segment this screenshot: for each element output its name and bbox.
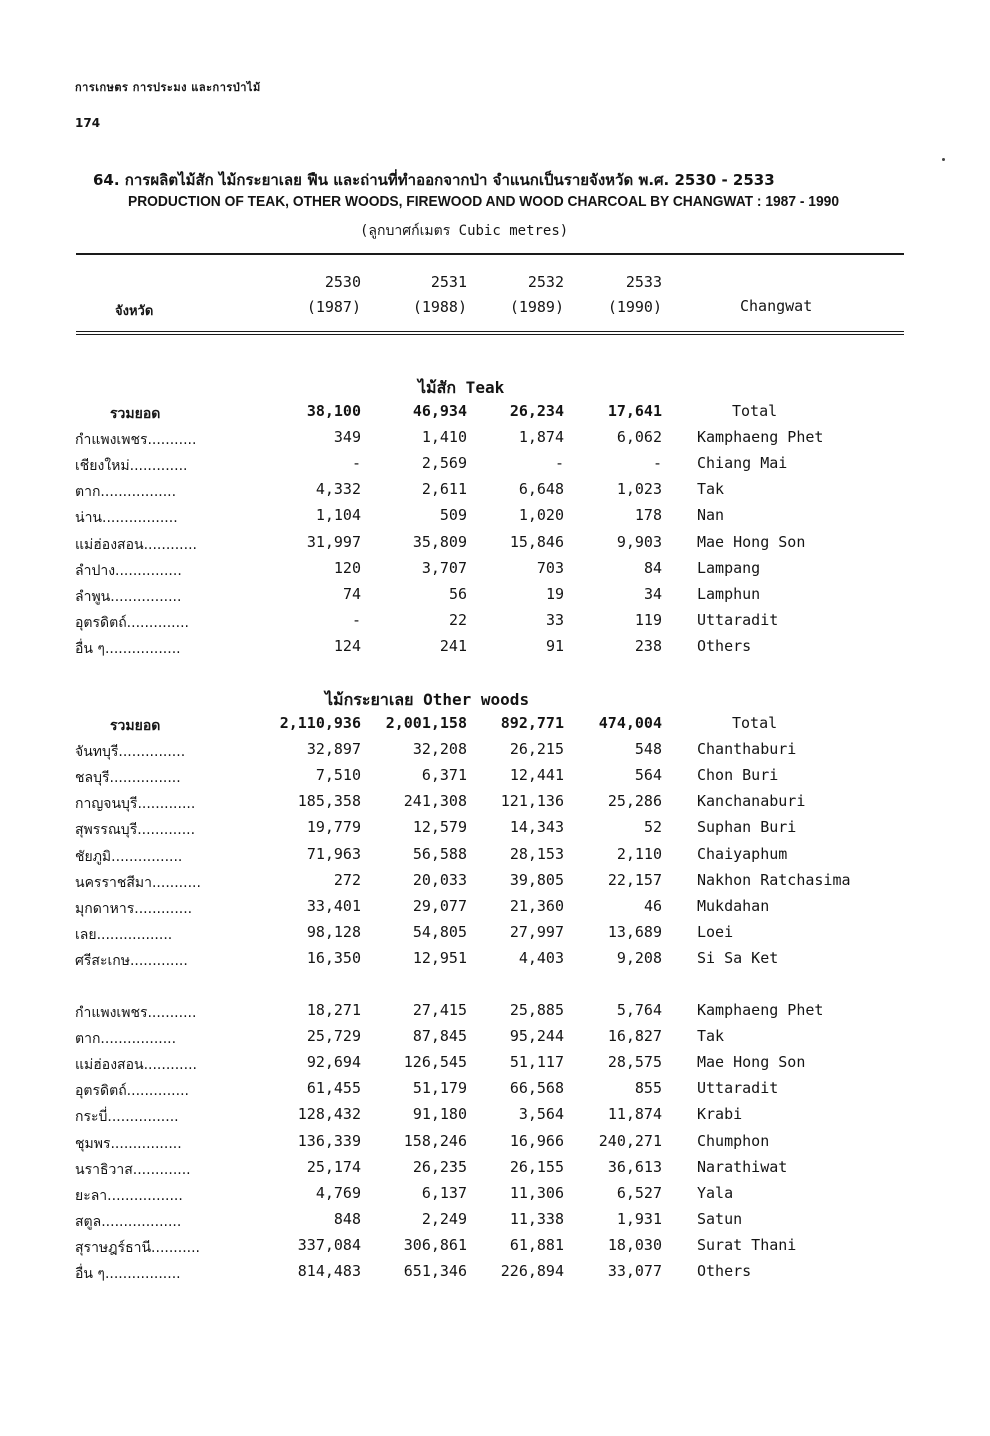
row-name-english: Others bbox=[697, 636, 752, 655]
cell-value: 52 bbox=[643, 818, 662, 837]
cell-value: 240,271 bbox=[598, 1131, 662, 1150]
table-unit: (ลูกบาศก์เมตร Cubic metres) bbox=[360, 223, 569, 239]
row-name-thai: นครราชสีมา........... bbox=[75, 874, 201, 891]
table-title-thai: 64. การผลิตไม้สัก ไม้กระยาเลย ฟืน และถ่านที่ทำออกจากป่า จำแนกเป็นรายจังหวัด พ.ศ. 2530 - 2533 bbox=[93, 171, 775, 189]
cell-value: 1,104 bbox=[315, 506, 361, 525]
cell-value: 56,588 bbox=[412, 844, 467, 863]
cell-value: 33 bbox=[545, 610, 564, 629]
cell-value: 66,568 bbox=[509, 1079, 564, 1098]
cell-value: 9,903 bbox=[616, 532, 662, 551]
cell-value: 226,894 bbox=[500, 1262, 564, 1280]
cell-value: 51,179 bbox=[412, 1079, 467, 1098]
total-value: 46,934 bbox=[412, 402, 467, 420]
cell-value: - bbox=[351, 454, 361, 473]
cell-value: 84 bbox=[643, 558, 662, 577]
row-name-thai: จันทบุรี............... bbox=[75, 744, 186, 761]
row-name-thai: กาญจนบุรี............. bbox=[75, 796, 196, 813]
year-ce-2: (1988) bbox=[412, 298, 467, 316]
cell-value: 51,117 bbox=[509, 1053, 564, 1072]
cell-value: 25,174 bbox=[306, 1157, 361, 1176]
row-name-english: Chiang Mai bbox=[697, 454, 788, 473]
cell-value: 651,346 bbox=[403, 1262, 467, 1280]
cell-value: 91,180 bbox=[412, 1105, 467, 1124]
cell-value: 158,246 bbox=[403, 1131, 467, 1150]
cell-value: 238 bbox=[634, 636, 662, 655]
total-value: 17,641 bbox=[607, 402, 662, 420]
row-name-thai: กระบี่................ bbox=[75, 1109, 179, 1126]
cell-value: 3,707 bbox=[421, 558, 467, 577]
cell-value: 15,846 bbox=[509, 532, 564, 551]
cell-value: 703 bbox=[536, 558, 564, 577]
row-name-english: Uttaradit bbox=[697, 610, 779, 629]
cell-value: 178 bbox=[634, 506, 662, 525]
header-bottom-rule bbox=[76, 331, 904, 335]
row-name-english: Chaiyaphum bbox=[697, 844, 788, 863]
cell-value: 91 bbox=[545, 636, 564, 655]
cell-value: 2,110 bbox=[616, 844, 662, 863]
cell-value: 12,951 bbox=[412, 948, 467, 967]
cell-value: 16,966 bbox=[509, 1131, 564, 1150]
row-name-thai: ศรีสะเกษ............. bbox=[75, 952, 188, 969]
cell-value: 1,874 bbox=[518, 428, 564, 447]
cell-value: 26,155 bbox=[509, 1157, 564, 1176]
row-name-english: Tak bbox=[697, 1027, 725, 1046]
row-name-english: Yala bbox=[697, 1183, 734, 1202]
cell-value: 33,401 bbox=[306, 896, 361, 915]
cell-value: 136,339 bbox=[297, 1131, 361, 1150]
row-name-english: Kanchanaburi bbox=[697, 792, 806, 811]
total-label-english: Total bbox=[732, 714, 778, 732]
year-be-3: 2532 bbox=[527, 273, 564, 291]
cell-value: 7,510 bbox=[315, 766, 361, 785]
cell-value: 126,545 bbox=[403, 1053, 467, 1072]
table-top-rule bbox=[76, 253, 904, 255]
cell-value: 241,308 bbox=[403, 792, 467, 811]
cell-value: 19 bbox=[545, 584, 564, 603]
total-value: 38,100 bbox=[306, 402, 361, 420]
row-name-thai: สตูล.................. bbox=[75, 1213, 182, 1230]
cell-value: 20,033 bbox=[412, 870, 467, 889]
cell-value: 548 bbox=[634, 740, 662, 759]
cell-value: 71,963 bbox=[306, 844, 361, 863]
cell-value: 509 bbox=[439, 506, 467, 525]
cell-value: 855 bbox=[634, 1079, 662, 1098]
cell-value: 6,648 bbox=[518, 480, 564, 499]
total-label-thai: รวมยอด bbox=[110, 406, 161, 422]
row-name-thai: อุตรดิตถ์.............. bbox=[75, 614, 189, 631]
cell-value: 16,350 bbox=[306, 948, 361, 967]
cell-value: 25,286 bbox=[607, 792, 662, 811]
cell-value: - bbox=[554, 454, 564, 473]
cell-value: 16,827 bbox=[607, 1027, 662, 1046]
cell-value: 1,931 bbox=[616, 1209, 662, 1228]
cell-value: 1,020 bbox=[518, 506, 564, 525]
year-be-4: 2533 bbox=[625, 273, 662, 291]
row-name-english: Lamphun bbox=[697, 584, 761, 603]
row-name-thai: ชัยภูมิ................ bbox=[75, 848, 183, 865]
row-name-thai: น่าน................. bbox=[75, 510, 178, 527]
row-name-thai: ชลบุรี................ bbox=[75, 770, 181, 787]
row-name-english: Mae Hong Son bbox=[697, 1053, 806, 1072]
row-name-thai: แม่ฮ่องสอน............ bbox=[75, 1057, 197, 1074]
row-name-english: Chon Buri bbox=[697, 766, 779, 785]
cell-value: 39,805 bbox=[509, 870, 564, 889]
cell-value: 119 bbox=[634, 610, 662, 629]
cell-value: 36,613 bbox=[607, 1157, 662, 1176]
cell-value: 28,575 bbox=[607, 1053, 662, 1072]
cell-value: 21,360 bbox=[509, 896, 564, 915]
row-name-thai: ชุมพร................ bbox=[75, 1135, 182, 1152]
cell-value: 120 bbox=[333, 558, 361, 577]
cell-value: 12,441 bbox=[509, 766, 564, 785]
cell-value: 2,611 bbox=[421, 480, 467, 499]
cell-value: 9,208 bbox=[616, 948, 662, 967]
cell-value: 46 bbox=[643, 896, 662, 915]
cell-value: 32,897 bbox=[306, 740, 361, 759]
row-name-thai: อื่น ๆ................. bbox=[75, 640, 181, 657]
column-header-english: Changwat bbox=[740, 297, 813, 315]
row-name-english: Lampang bbox=[697, 558, 761, 577]
cell-value: 56 bbox=[448, 584, 467, 603]
cell-value: 98,128 bbox=[306, 922, 361, 941]
cell-value: 241 bbox=[439, 636, 467, 655]
cell-value: 4,769 bbox=[315, 1183, 361, 1202]
total-value: 892,771 bbox=[500, 714, 564, 732]
row-name-english: Chumphon bbox=[697, 1131, 770, 1150]
cell-value: 6,527 bbox=[616, 1183, 662, 1202]
cell-value: 272 bbox=[333, 870, 361, 889]
row-name-english: Suphan Buri bbox=[697, 818, 797, 837]
cell-value: - bbox=[652, 454, 662, 473]
year-ce-4: (1990) bbox=[607, 298, 662, 316]
row-name-thai: กำแพงเพชร........... bbox=[75, 432, 197, 449]
total-label-english: Total bbox=[732, 402, 778, 420]
row-name-thai: อื่น ๆ................. bbox=[75, 1266, 181, 1282]
total-value: 2,110,936 bbox=[279, 714, 361, 732]
cell-value: 2,249 bbox=[421, 1209, 467, 1228]
cell-value: 4,332 bbox=[315, 480, 361, 499]
cell-value: 12,579 bbox=[412, 818, 467, 837]
row-name-thai: สุราษฎร์ธานี........... bbox=[75, 1239, 201, 1256]
row-name-english: Satun bbox=[697, 1209, 743, 1228]
total-value: 2,001,158 bbox=[385, 714, 467, 732]
year-be-1: 2530 bbox=[324, 273, 361, 291]
cell-value: 19,779 bbox=[306, 818, 361, 837]
cell-value: 337,084 bbox=[297, 1235, 361, 1254]
cell-value: 22,157 bbox=[607, 870, 662, 889]
cell-value: 13,689 bbox=[607, 922, 662, 941]
row-name-thai: กำแพงเพชร........... bbox=[75, 1005, 197, 1021]
row-name-english: Others bbox=[697, 1262, 752, 1280]
page-number: 174 bbox=[75, 116, 101, 130]
cell-value: 185,358 bbox=[297, 792, 361, 811]
row-name-thai: แม่ฮ่องสอน............ bbox=[75, 536, 197, 553]
cell-value: 27,997 bbox=[509, 922, 564, 941]
row-name-english: Chanthaburi bbox=[697, 740, 797, 759]
cell-value: 128,432 bbox=[297, 1105, 361, 1124]
cell-value: 6,137 bbox=[421, 1183, 467, 1202]
row-name-english: Kamphaeng Phet bbox=[697, 1001, 824, 1019]
row-name-thai: มุกดาหาร............. bbox=[75, 900, 193, 917]
row-name-english: Mae Hong Son bbox=[697, 532, 806, 551]
running-head: การเกษตร การประมง และการป่าไม้ bbox=[75, 81, 261, 94]
margin-mark bbox=[942, 158, 945, 161]
cell-value: 5,764 bbox=[616, 1001, 662, 1019]
row-name-english: Tak bbox=[697, 480, 725, 499]
row-name-english: Mukdahan bbox=[697, 896, 770, 915]
column-header-thai: จังหวัด bbox=[115, 304, 154, 319]
row-name-english: Kamphaeng Phet bbox=[697, 428, 824, 447]
cell-value: 74 bbox=[342, 584, 361, 603]
cell-value: 848 bbox=[333, 1209, 361, 1228]
row-name-english: Loei bbox=[697, 922, 734, 941]
cell-value: 11,306 bbox=[509, 1183, 564, 1202]
row-name-thai: ลำปาง............... bbox=[75, 562, 182, 579]
cell-value: 11,874 bbox=[607, 1105, 662, 1124]
cell-value: 1,023 bbox=[616, 480, 662, 499]
year-ce-1: (1987) bbox=[306, 298, 361, 316]
cell-value: 18,271 bbox=[306, 1001, 361, 1019]
row-name-english: Surat Thani bbox=[697, 1235, 797, 1254]
total-value: 474,004 bbox=[598, 714, 662, 732]
row-name-thai: ลำพูน................ bbox=[75, 588, 182, 605]
cell-value: 2,569 bbox=[421, 454, 467, 473]
cell-value: 349 bbox=[333, 428, 361, 447]
cell-value: 3,564 bbox=[518, 1105, 564, 1124]
cell-value: 14,343 bbox=[509, 818, 564, 837]
cell-value: 124 bbox=[333, 636, 361, 655]
cell-value: 18,030 bbox=[607, 1235, 662, 1254]
row-name-english: Nakhon Ratchasima bbox=[697, 870, 851, 889]
cell-value: 54,805 bbox=[412, 922, 467, 941]
cell-value: 28,153 bbox=[509, 844, 564, 863]
cell-value: 306,861 bbox=[403, 1235, 467, 1254]
row-name-thai: ยะลา................. bbox=[75, 1187, 183, 1204]
row-name-thai: เชียงใหม่............. bbox=[75, 458, 188, 475]
cell-value: 26,215 bbox=[509, 740, 564, 759]
row-name-thai: เลย................. bbox=[75, 926, 173, 943]
section-title: ไม้สัก Teak bbox=[418, 378, 505, 397]
total-label-thai: รวมยอด bbox=[110, 718, 161, 734]
row-name-english: Krabi bbox=[697, 1105, 743, 1124]
cell-value: 35,809 bbox=[412, 532, 467, 551]
cell-value: 27,415 bbox=[412, 1001, 467, 1019]
row-name-thai: ตาก................. bbox=[75, 484, 177, 501]
cell-value: 4,403 bbox=[518, 948, 564, 967]
cell-value: 61,455 bbox=[306, 1079, 361, 1098]
cell-value: 25,885 bbox=[509, 1001, 564, 1019]
cell-value: 6,062 bbox=[616, 428, 662, 447]
cell-value: 87,845 bbox=[412, 1027, 467, 1046]
cell-value: 29,077 bbox=[412, 896, 467, 915]
cell-value: 814,483 bbox=[297, 1262, 361, 1280]
cell-value: 92,694 bbox=[306, 1053, 361, 1072]
cell-value: 26,235 bbox=[412, 1157, 467, 1176]
cell-value: 34 bbox=[643, 584, 662, 603]
row-name-english: Narathiwat bbox=[697, 1157, 788, 1176]
cell-value: 32,208 bbox=[412, 740, 467, 759]
row-name-english: Nan bbox=[697, 506, 725, 525]
cell-value: 61,881 bbox=[509, 1235, 564, 1254]
cell-value: 31,997 bbox=[306, 532, 361, 551]
table-title-english: PRODUCTION OF TEAK, OTHER WOODS, FIREWOOD AND WOOD CHARCOAL BY CHANGWAT : 1987 - 1990 bbox=[128, 193, 840, 210]
row-name-thai: นราธิวาส............. bbox=[75, 1161, 191, 1178]
row-name-thai: สุพรรณบุรี............. bbox=[75, 822, 196, 839]
cell-value: - bbox=[351, 610, 361, 629]
cell-value: 22 bbox=[448, 610, 467, 629]
row-name-english: Uttaradit bbox=[697, 1079, 779, 1098]
cell-value: 1,410 bbox=[421, 428, 467, 447]
cell-value: 121,136 bbox=[500, 792, 564, 811]
row-name-thai: ตาก................. bbox=[75, 1031, 177, 1048]
section-title: ไม้กระยาเลย Other woods bbox=[325, 690, 530, 709]
total-value: 26,234 bbox=[509, 402, 564, 420]
cell-value: 564 bbox=[634, 766, 662, 785]
cell-value: 95,244 bbox=[509, 1027, 564, 1046]
year-ce-3: (1989) bbox=[509, 298, 564, 316]
year-be-2: 2531 bbox=[430, 273, 467, 291]
cell-value: 33,077 bbox=[607, 1262, 662, 1280]
cell-value: 6,371 bbox=[421, 766, 467, 785]
row-name-english: Si Sa Ket bbox=[697, 948, 779, 967]
row-name-thai: อุตรดิตถ์.............. bbox=[75, 1083, 189, 1100]
cell-value: 11,338 bbox=[509, 1209, 564, 1228]
cell-value: 25,729 bbox=[306, 1027, 361, 1046]
